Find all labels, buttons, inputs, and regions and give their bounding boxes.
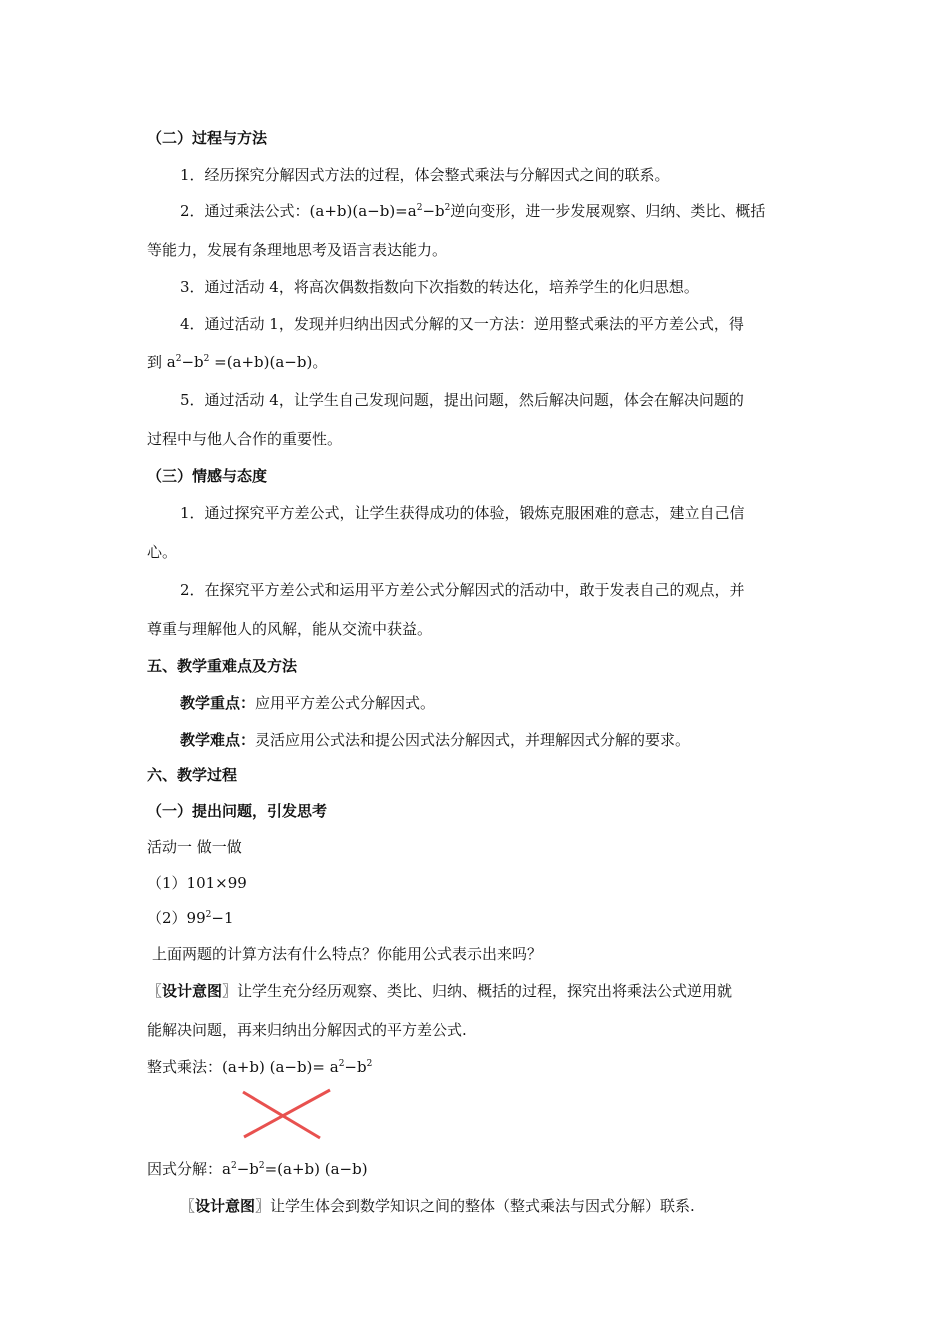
paragraph-2-line-1: 2．通过乘法公式：$(a+b)(a-b)=a^2-b^2$逆向变形，进一步发展观察、归纳、类比、概括 xyxy=(180,202,766,220)
question-prompt: 上面两题的计算方法有什么特点？你能用公式表示出来吗？ xyxy=(152,945,543,963)
paragraph-5-line-1: 5．通过活动 4，让学生自己发现问题，提出问题，然后解决问题，体会在解决问题的 xyxy=(180,391,744,409)
subsection-raise-question-heading: （一）提出问题，引发思考 xyxy=(147,802,328,820)
question-1: （1）101×99 xyxy=(147,874,247,892)
section-teaching-process-heading: 六、教学过程 xyxy=(147,766,238,784)
key-point: 教学重点：应用平方差公式分解因式。 xyxy=(180,694,436,712)
cross-mark xyxy=(240,1086,336,1142)
attitude-paragraph-2-line-2: 尊重与理解他人的风解，能从交流中获益。 xyxy=(147,620,433,638)
paragraph-3: 3．通过活动 4，将高次偶数指数向下次指数的转达化，培养学生的化归思想。 xyxy=(180,278,699,296)
cross-stroke-2 xyxy=(244,1090,330,1137)
paragraph-1: 1．经历探究分解因式方法的过程，体会整式乘法与分解因式之间的联系。 xyxy=(180,166,670,184)
attitude-paragraph-1-line-2: 心。 xyxy=(147,543,178,561)
paragraph-5-line-2: 过程中与他人合作的重要性。 xyxy=(147,430,343,448)
design-intent-1-line-2: 能解决问题，再来归纳出分解因式的平方差公式. xyxy=(147,1021,467,1039)
question-2: $(2)99^2-1$ xyxy=(147,909,234,927)
design-intent-2: 〖设计意图〗让学生体会到数学知识之间的整体（整式乘法与因式分解）联系. xyxy=(180,1197,695,1215)
section-key-points-heading: 五、教学重难点及方法 xyxy=(147,657,298,675)
attitude-paragraph-1-line-1: 1．通过探究平方差公式，让学生获得成功的体验，锻炼克服困难的意志，建立自己信 xyxy=(180,504,745,522)
section-attitude-heading: （三）情感与态度 xyxy=(147,467,268,485)
factorization-formula: 因式分解：$a^2-b^2=(a+b)$ (a−b) xyxy=(147,1160,368,1178)
activity-title: 活动一 做一做 xyxy=(147,838,242,856)
multiplication-formula: 整式乘法：(a+b) $(a-b)= a^2-b^2$ xyxy=(147,1058,373,1076)
attitude-paragraph-2-line-1: 2．在探究平方差公式和运用平方差公式分解因式的活动中，敢于发表自己的观点，并 xyxy=(180,581,745,599)
difficult-point: 教学难点：灵活应用公式法和提公因式法分解因式，并理解因式分解的要求。 xyxy=(180,731,691,749)
paragraph-4-line-1: 4．通过活动 1，发现并归纳出因式分解的又一方法：逆用整式乘法的平方差公式，得 xyxy=(180,315,744,333)
section-process-method-heading: （二）过程与方法 xyxy=(147,129,268,147)
design-intent-1-line-1: 〖设计意图〗让学生充分经历观察、类比、归纳、概括的过程，探究出将乘法公式逆用就 xyxy=(147,982,733,1000)
paragraph-2-line-2: 等能力，发展有条理地思考及语言表达能力。 xyxy=(147,241,448,259)
paragraph-4-line-2: 到 $a^2-b^2 =(a+b)(a-b)$。 xyxy=(147,353,328,371)
